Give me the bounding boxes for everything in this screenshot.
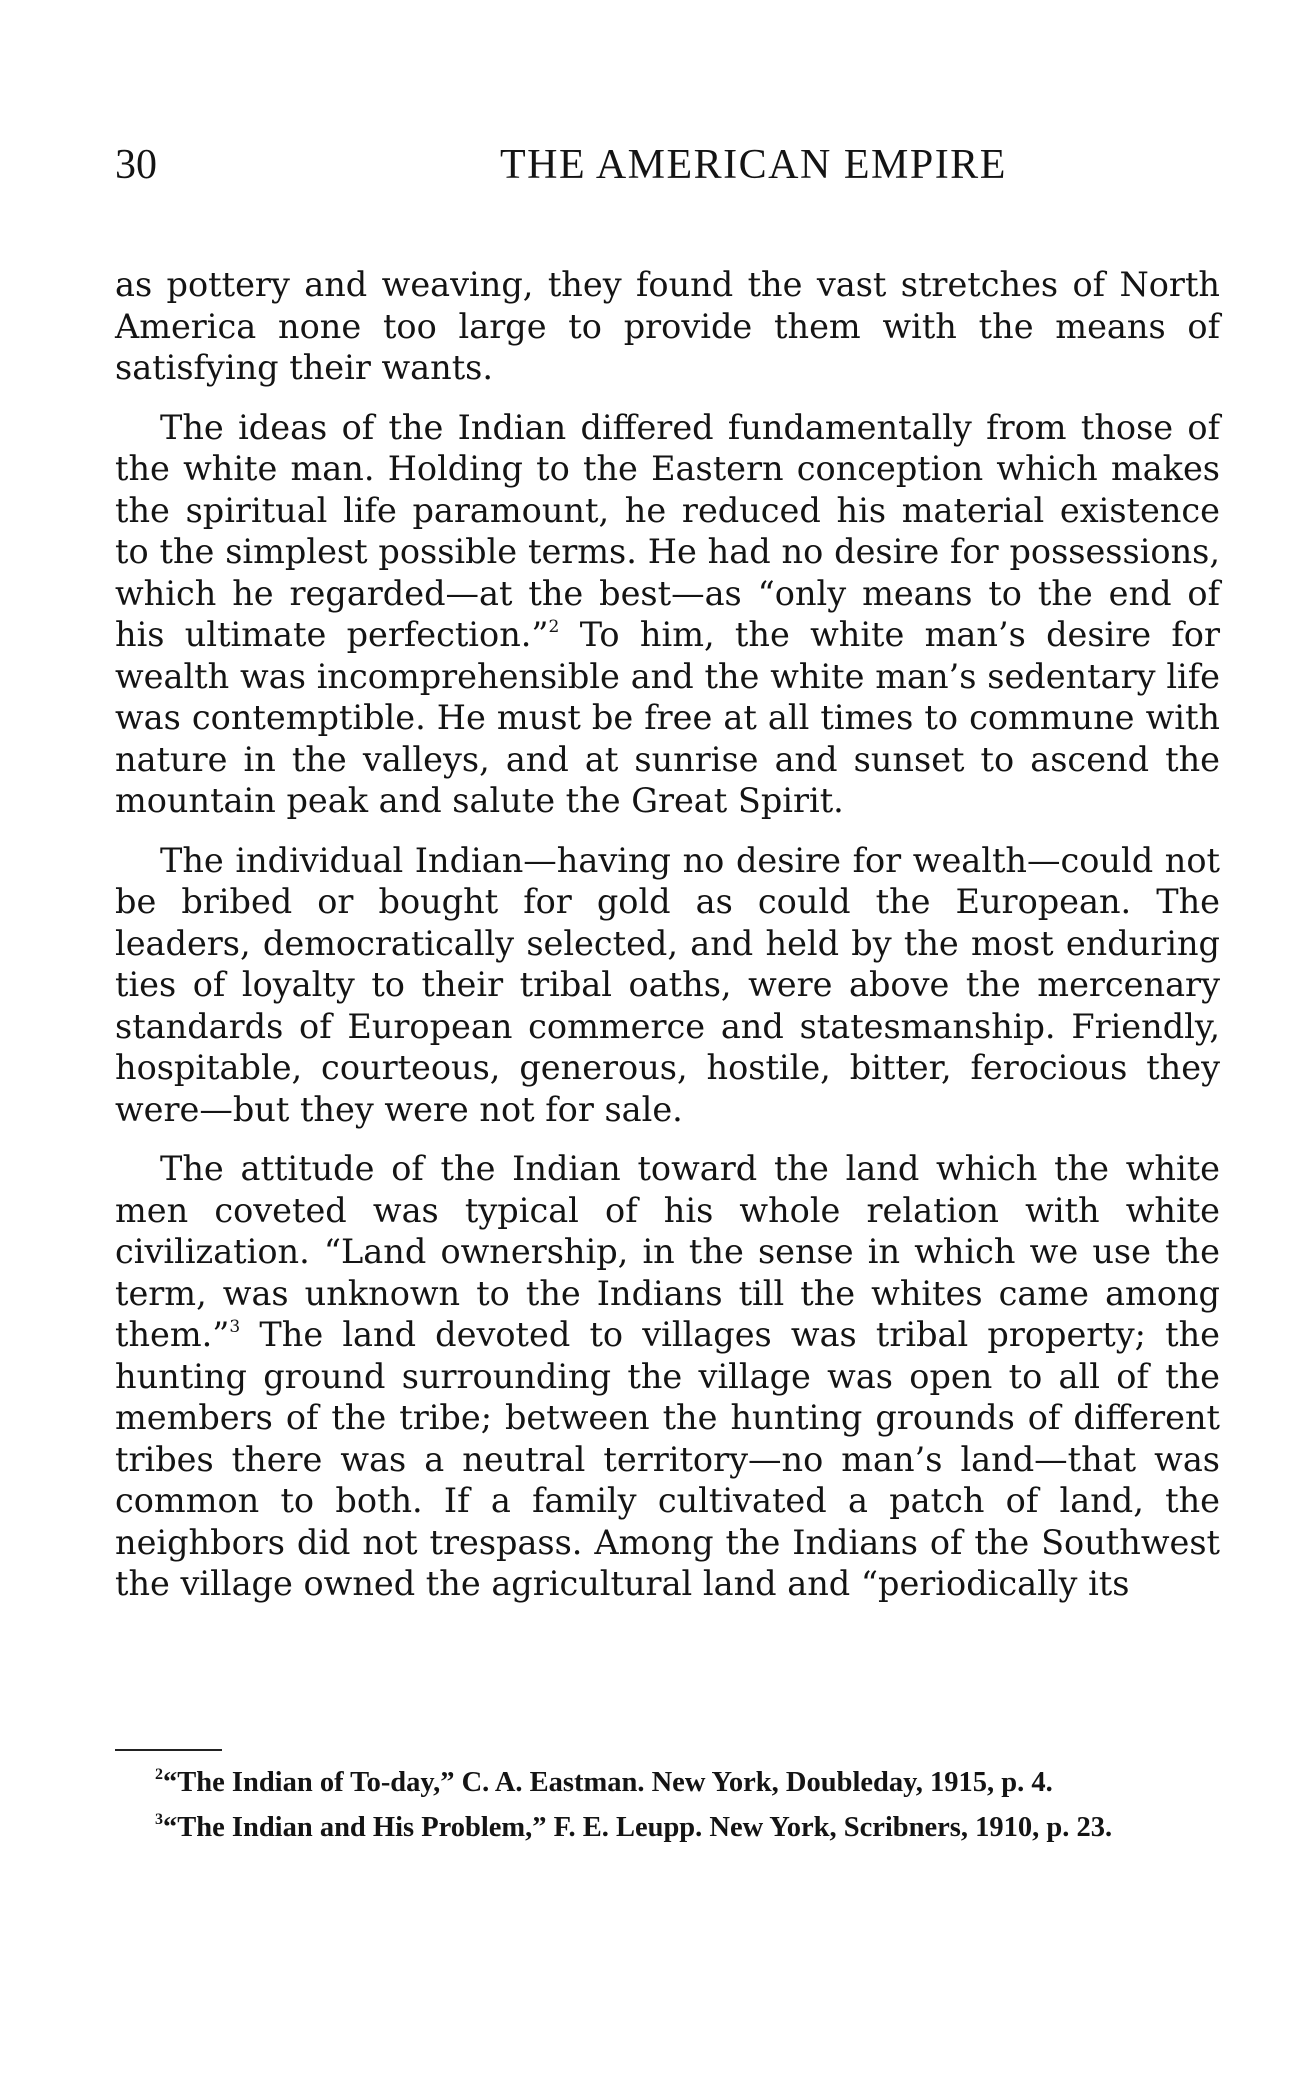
- footnotes: [115, 1764, 1220, 1854]
- paragraph-3: The individual Indian—having no desire for wealth—could not be bribed or bought for gold as could the European. The leaders, democratically selected, and held by the most enduring ties of loyalty to their tribal oaths, were above the mercenary standards of European commerce and statesmanship. Friendly, hospitable, courteous, generous, hostile, bitter, ferocious they were—but they were not for sale.: [115, 840, 1220, 1129]
- paragraph-4-part-2: The land devoted to villages was tribal property; the hunting ground surrounding the village was open to all of the members of the tribe; between the hunting grounds of different tribes there was a neutral territory—no man’s land—that was common to both. If a family cultivated a patch of land, the neighbors did not trespass. Among the Indians of the Southwest the village owned the agricultural land and “periodically its: [115, 1315, 1220, 1603]
- footnote-ref-2[interactable]: 2: [548, 617, 560, 637]
- footnote-text: “The Indian and His Problem,” F. E. Leupp. New York, Scribners, 1910, p. 23.: [163, 1812, 1113, 1843]
- page-number: 30: [115, 142, 157, 188]
- footnote-marker: 3: [155, 1811, 163, 1828]
- paragraph-2-part-2: To him, the white man’s desire for wealth was incomprehensible and the white man’s sedentary life was contemptible. He must be free at all times to commune with nature in the valleys, and at sunrise and sunset to ascend the mountain peak and salute the Great Spirit.: [115, 615, 1220, 820]
- footnote-2: [115, 1764, 1220, 1801]
- footnote-divider: [115, 1749, 222, 1751]
- page-header: [115, 140, 1220, 190]
- paragraph-4: [115, 1148, 1220, 1605]
- paragraph-2: [115, 407, 1220, 822]
- paragraph-4-part-1: The attitude of the Indian toward the land which the white men coveted was typical of his whole relation with white civilization. “Land ownership, in the sense in which we use the term, was unknown to the Indians till the whites came among them.”: [115, 1149, 1220, 1354]
- paragraph-1: as pottery and weaving, they found the vast stretches of North America none too large to provide them with the means of satisfying their wants.: [115, 265, 1220, 387]
- footnote-3: [115, 1809, 1220, 1846]
- running-title: THE AMERICAN EMPIRE: [500, 142, 1007, 188]
- footnote-marker: 2: [155, 1766, 163, 1783]
- footnote-ref-3[interactable]: 3: [229, 1317, 241, 1337]
- body-text: [115, 264, 1220, 1623]
- footnote-text: “The Indian of To-day,” C. A. Eastman. New York, Doubleday, 1915, p. 4.: [163, 1767, 1053, 1798]
- paragraph-2-part-1: The ideas of the Indian differed fundamentally from those of the white man. Holding to the Eastern conception which makes the spiritual life paramount, he reduced his material existence to the simplest possible terms. He had no desire for possessions, which he regarded—at the best—as “only means to the end of his ultimate perfection.”: [115, 407, 1220, 654]
